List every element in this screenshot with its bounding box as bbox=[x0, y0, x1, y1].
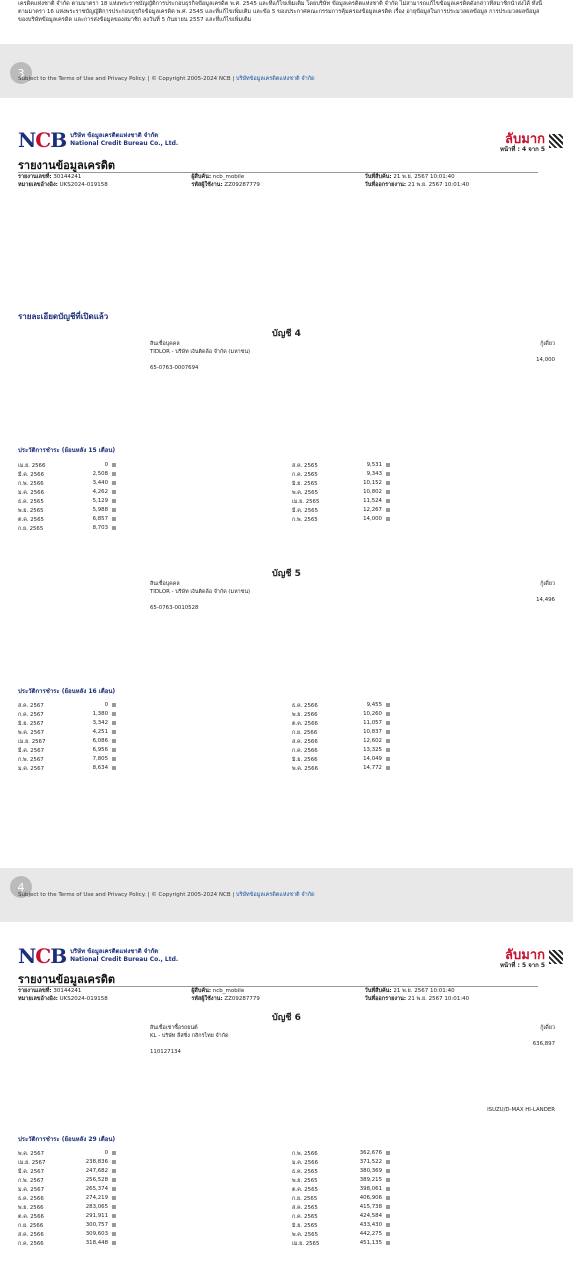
status-square-icon bbox=[112, 463, 116, 467]
table-row: ก.พ. 2566 3,440 มิ.ย. 2565 10,152 bbox=[18, 480, 506, 489]
status-square-icon bbox=[386, 499, 390, 503]
table-row: ธ.ค. 2565 5,129 เม.ย. 2565 11,524 bbox=[18, 498, 506, 507]
table-row: เม.ย. 2567 6,086 ส.ค. 2566 12,602 bbox=[18, 738, 506, 747]
status-square-icon bbox=[112, 757, 116, 761]
history-title: ประวัติการชำระ (ย้อนหลัง 16 เดือน) bbox=[18, 688, 116, 695]
status-square-icon bbox=[112, 1214, 116, 1218]
account-title: บัญชี 5 bbox=[272, 569, 301, 579]
status-square-icon bbox=[112, 766, 116, 770]
status-square-icon bbox=[386, 1232, 390, 1236]
page-number: 4 bbox=[10, 876, 32, 898]
status-square-icon bbox=[112, 526, 116, 530]
table-row: ต.ค. 2566 291,911 ก.ค. 2565 424,584 bbox=[18, 1213, 506, 1222]
status-square-icon bbox=[386, 1205, 390, 1209]
table-row: มี.ค. 2567 247,682 ธ.ค. 2565 380,369 bbox=[18, 1168, 506, 1177]
status-square-icon bbox=[112, 1241, 116, 1245]
report-title: รายงานข้อมูลเครดิต bbox=[18, 159, 116, 172]
table-row: ส.ค. 2567 0 ธ.ค. 2566 9,455 bbox=[18, 702, 506, 711]
table-row: ม.ค. 2567 8,634 พ.ค. 2566 14,772 bbox=[18, 765, 506, 774]
table-row: พ.ค. 2567 4,251 ก.ย. 2566 10,837 bbox=[18, 729, 506, 738]
status-square-icon bbox=[112, 499, 116, 503]
report-meta-2: หมายเลขอ้างอิง: UKS2024-019158 รหัสผู้ใช้งาน: ZZ09287779 วันที่ออกรายงาน: 21 พ.ย. 2567 10:01:40 bbox=[18, 182, 470, 188]
status-square-icon bbox=[386, 1178, 390, 1182]
page-number: 3 bbox=[10, 62, 32, 84]
status-square-icon bbox=[112, 508, 116, 512]
status-square-icon bbox=[386, 490, 390, 494]
report-meta-2: หมายเลขอ้างอิง: UKS2024-019158 รหัสผู้ใช้งาน: ZZ09287779 วันที่ออกรายงาน: 21 พ.ย. 2567 10:01:40 bbox=[18, 996, 470, 1002]
footer-link[interactable]: บริษัทข้อมูลเครดิตแห่งชาติ จำกัด bbox=[235, 76, 315, 82]
table-row: ก.ค. 2566 318,448 เม.ย. 2565 451,135 bbox=[18, 1240, 506, 1249]
status-square-icon bbox=[112, 1232, 116, 1236]
status-square-icon bbox=[386, 748, 390, 752]
status-square-icon bbox=[386, 766, 390, 770]
status-square-icon bbox=[112, 703, 116, 707]
status-square-icon bbox=[112, 1160, 116, 1164]
table-row: ม.ค. 2567 265,374 ต.ค. 2565 398,061 bbox=[18, 1186, 506, 1195]
table-row: ส.ค. 2566 309,603 พ.ค. 2565 442,275 bbox=[18, 1231, 506, 1240]
table-row: เม.ย. 2566 0 ส.ค. 2565 9,531 bbox=[18, 462, 506, 471]
status-square-icon bbox=[112, 1205, 116, 1209]
footer: Subject to the Terms of Use and Privacy Policy. | © Copyright 2005-2024 NCB | บริษัทข้อมูลเครดิตแห่งชาติ จำกัด bbox=[18, 76, 315, 82]
confidential-stamp: ลับมาก bbox=[505, 132, 545, 147]
status-square-icon bbox=[386, 757, 390, 761]
table-row: พ.ย. 2565 5,988 มี.ค. 2565 12,267 bbox=[18, 507, 506, 516]
status-square-icon bbox=[112, 472, 116, 476]
table-row: ม.ค. 2566 4,262 พ.ค. 2565 10,802 bbox=[18, 489, 506, 498]
status-square-icon bbox=[112, 721, 116, 725]
status-square-icon bbox=[386, 703, 390, 707]
status-square-icon bbox=[112, 481, 116, 485]
table-row: ก.ย. 2565 8,703 bbox=[18, 525, 506, 534]
status-square-icon bbox=[386, 463, 390, 467]
table-row: พ.ค. 2567 0 ก.พ. 2566 362,676 bbox=[18, 1150, 506, 1159]
status-square-icon bbox=[386, 730, 390, 734]
status-square-icon bbox=[386, 472, 390, 476]
footer-link[interactable]: บริษัทข้อมูลเครดิตแห่งชาติ จำกัด bbox=[235, 892, 315, 898]
table-row: ก.ค. 2567 1,380 พ.ย. 2566 10,260 bbox=[18, 711, 506, 720]
status-square-icon bbox=[112, 490, 116, 494]
confidential-stamp: ลับมาก bbox=[505, 948, 545, 963]
page-info: หน้าที่ : 5 จาก 5 bbox=[499, 962, 545, 969]
table-row: เม.ย. 2567 238,836 ม.ค. 2566 371,522 bbox=[18, 1159, 506, 1168]
status-square-icon bbox=[386, 1214, 390, 1218]
status-square-icon bbox=[386, 1169, 390, 1173]
status-square-icon bbox=[112, 730, 116, 734]
status-square-icon bbox=[386, 721, 390, 725]
status-square-icon bbox=[112, 748, 116, 752]
status-square-icon bbox=[112, 1223, 116, 1227]
history-title: ประวัติการชำระ (ย้อนหลัง 29 เดือน) bbox=[18, 1136, 116, 1143]
status-square-icon bbox=[386, 508, 390, 512]
table-row: มี.ค. 2567 6,956 ก.ค. 2566 13,325 bbox=[18, 747, 506, 756]
table-row: ก.ย. 2566 300,757 มิ.ย. 2565 433,430 bbox=[18, 1222, 506, 1231]
status-square-icon bbox=[112, 1187, 116, 1191]
table-row: ธ.ค. 2566 274,219 ก.ย. 2565 406,906 bbox=[18, 1195, 506, 1204]
table-row: มิ.ย. 2567 3,342 ต.ค. 2566 11,057 bbox=[18, 720, 506, 729]
status-square-icon bbox=[386, 481, 390, 485]
history-table bbox=[18, 702, 506, 774]
status-square-icon bbox=[112, 517, 116, 521]
status-square-icon bbox=[386, 1160, 390, 1164]
report-title: รายงานข้อมูลเครดิต bbox=[18, 973, 116, 986]
table-row: ก.พ. 2567 7,805 มิ.ย. 2566 14,049 bbox=[18, 756, 506, 765]
history-title: ประวัติการชำระ (ย้อนหลัง 15 เดือน) bbox=[18, 447, 116, 454]
report-meta: รายงานเลขที่: 30144241 ผู้สืบค้น: ncb_mobile วันที่สืบค้น: 21 พ.ย. 2567 10:01:40 bbox=[18, 172, 538, 181]
qr-code-icon bbox=[549, 950, 563, 964]
status-square-icon bbox=[112, 1178, 116, 1182]
status-square-icon bbox=[386, 712, 390, 716]
account-title: บัญชี 4 bbox=[272, 329, 301, 339]
account-title: บัญชี 6 bbox=[272, 1013, 301, 1023]
top-paragraph: เครดิตแห่งชาติ จำกัด ตามมาตรา 18 แห่งพระราชบัญญัติการประกอบธุรกิจข้อมูลเครดิต พ.ศ. 2545 และที่แก้ไขเพิ่มเติม โดยบริษัท ข้อมูลเครดิตแห่งชาติ จำกัด ไม่สามารถแก้ไขข้อมูลเครดิตดังกล่าวที่สมาชิกนำส่งได้ ทั้งนี้ ตามมาตรา 16 แห่งพระราชบัญญัติการประกอบธุรกิจข้อมูลเครดิต พ.ศ. 2545 และที่แก้ไขเพิ่มเติม และข้อ 5 ของประกาศคณะกรรมการคุ้มครองข้อมูลเครดิต เรื่อง อายุข้อมูลในการประมวลผลข้อมูล การประมวลผลข้อมูลของบริษัทข้อมูลเครดิต และการส่งข้อมูลของสมาชิก ลงวันที่ 5 กันยายน 2557 และที่แก้ไขเพิ่มเติม bbox=[18, 1, 543, 23]
table-row: มี.ค. 2566 2,508 ก.ค. 2565 9,343 bbox=[18, 471, 506, 480]
table-row: ต.ค. 2565 6,857 ก.พ. 2565 14,000 bbox=[18, 516, 506, 525]
ncb-logo: NCB บริษัท ข้อมูลเครดิตแห่งชาติ จำกัด National Credit Bureau Co., Ltd. bbox=[18, 944, 179, 968]
status-square-icon bbox=[386, 1241, 390, 1245]
status-square-icon bbox=[112, 1169, 116, 1173]
status-square-icon bbox=[386, 1223, 390, 1227]
status-square-icon bbox=[112, 739, 116, 743]
page-info: หน้าที่ : 4 จาก 5 bbox=[499, 146, 545, 153]
table-row: พ.ย. 2566 283,065 ส.ค. 2565 415,738 bbox=[18, 1204, 506, 1213]
page-gap bbox=[0, 44, 573, 98]
history-table bbox=[18, 462, 506, 534]
table-row: ก.พ. 2567 256,528 พ.ย. 2565 389,215 bbox=[18, 1177, 506, 1186]
status-square-icon bbox=[386, 1151, 390, 1155]
status-square-icon bbox=[386, 739, 390, 743]
status-square-icon bbox=[112, 1196, 116, 1200]
history-table bbox=[18, 1150, 506, 1249]
status-square-icon bbox=[386, 1187, 390, 1191]
section-opened-accounts: รายละเอียดบัญชีที่เปิดแล้ว bbox=[18, 312, 109, 321]
status-square-icon bbox=[386, 517, 390, 521]
status-square-icon bbox=[112, 712, 116, 716]
status-square-icon bbox=[386, 1196, 390, 1200]
ncb-logo: NCB บริษัท ข้อมูลเครดิตแห่งชาติ จำกัด National Credit Bureau Co., Ltd. bbox=[18, 128, 179, 152]
footer: Subject to the Terms of Use and Privacy Policy. | © Copyright 2005-2024 NCB | บริษัทข้อมูลเครดิตแห่งชาติ จำกัด bbox=[18, 892, 315, 898]
report-meta: รายงานเลขที่: 30144241 ผู้สืบค้น: ncb_mobile วันที่สืบค้น: 21 พ.ย. 2567 10:01:40 bbox=[18, 986, 538, 995]
status-square-icon bbox=[112, 1151, 116, 1155]
qr-code-icon bbox=[549, 134, 563, 148]
